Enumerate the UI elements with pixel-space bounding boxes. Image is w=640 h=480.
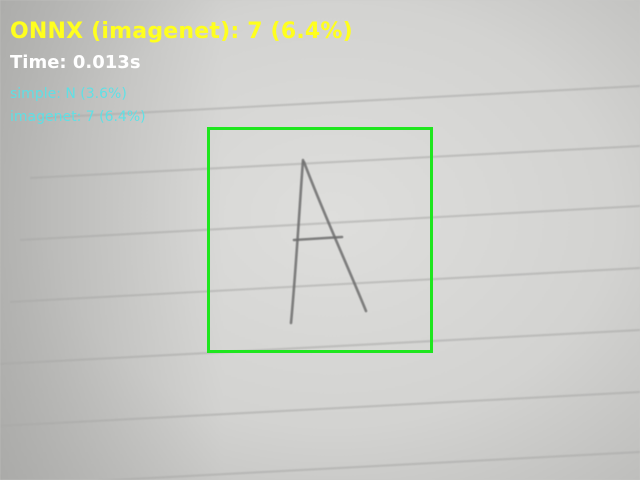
inference-time-label: Time: 0.013s [10,52,141,73]
detection-box [207,127,433,353]
model-result-simple: simple: N (3.6%) [10,86,127,102]
primary-prediction-label: ONNX (imagenet): 7 (6.4%) [10,19,353,44]
model-result-imagenet: imagenet: 7 (6.4%) [10,109,146,125]
